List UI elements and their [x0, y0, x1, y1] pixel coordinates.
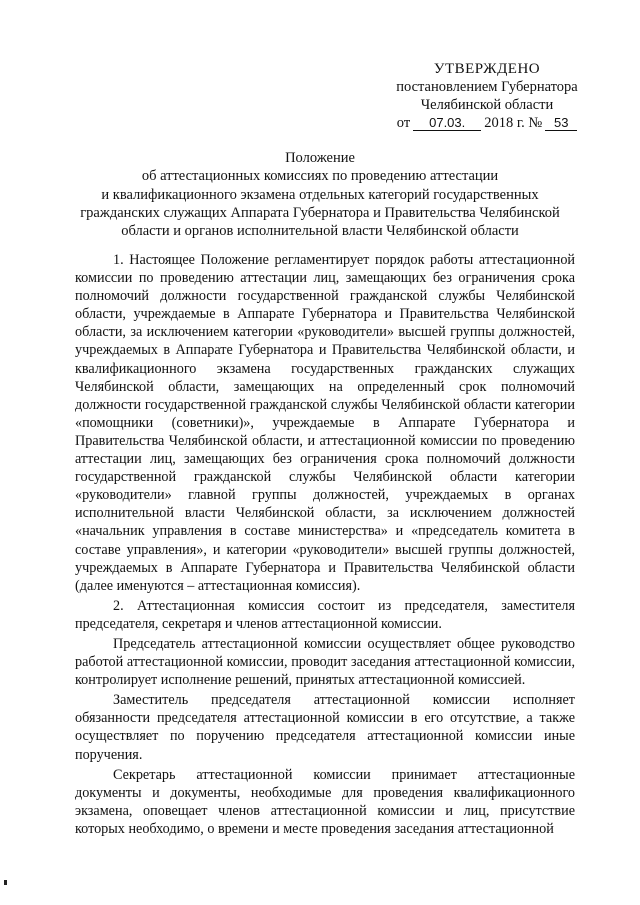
paragraph-deputy: Заместитель председателя аттестационной комиссии исполняет обязанности председателя аттестационной комиссии в его отсутствие, а также осуществляет по поручению председателя аттестационной комиссии иные поручения.	[75, 692, 575, 763]
document-heading	[70, 149, 570, 240]
paragraph-chairman: Председатель аттестационной комиссии осуществляет общее руководство работой аттестационной комиссии, проводит заседания аттестационной комиссии, контролирует исполнение решений, принятых аттестационной комиссией.	[75, 635, 575, 689]
approval-line-1: постановлением Губернатора	[396, 79, 578, 95]
approval-from-label: от	[396, 115, 411, 131]
approval-stamp	[372, 60, 602, 132]
heading-line: и квалификационного экзамена отдельных категорий государственных	[101, 186, 539, 203]
document-title: Положение	[285, 150, 355, 166]
approval-number-value: 53	[545, 115, 577, 131]
approval-date-value: 07.03.	[413, 115, 481, 131]
document-body	[75, 251, 575, 838]
approval-date-line	[372, 114, 602, 132]
approval-year-label: 2018 г. №	[484, 115, 543, 131]
paragraph-2: 2. Аттестационная комиссия состоит из председателя, заместителя председателя, секретаря и членов аттестационной комиссии.	[75, 597, 575, 632]
heading-line: гражданских служащих Аппарата Губернатора и Правительства Челябинской	[80, 204, 560, 221]
heading-line: об аттестационных комиссиях по проведению аттестации	[141, 168, 499, 185]
heading-line: области и органов исполнительной власти Челябинской области	[121, 223, 519, 240]
scan-mark	[4, 880, 7, 885]
paragraph-secretary: Секретарь аттестационной комиссии принимает аттестационные документы и документы, необходимые для проведения квалификационного экзамена, оповещает членов аттестационной комиссии и лиц, присутствие которых необходимо, о времени и месте проведения заседания аттестационной	[75, 766, 575, 837]
approval-line-2: Челябинской области	[420, 97, 554, 113]
paragraph-1: 1. Настоящее Положение регламентирует порядок работы аттестационной комиссии по проведению аттестации лиц, замещающих без ограничения срока полномочий должности государственной гражданской службы Челябинской области, учреждаемые в Аппарате Губернатора и Правительства Челябинской области, за исключением категории «руководители» высшей группы должностей, учреждаемых в Аппарате Губернатора и Правительства Челябинской области, и квалификационного экзамена государственных гражданских служащих Челябинской области, замещающих на определенный срок полномочий должности государственной гражданской службы Челябинской области категории «помощники (советники)», учреждаемые в Аппарате Губернатора и Правительства Челябинской области, и аттестационной комиссии по проведению аттестации лиц, замещающих без ограничения срока полномочий должности государственной гражданской службы Челябинской области категории «руководители» главной группы должностей, учреждаемых в органах исполнительной власти Челябинской области, за исключением должностей «начальник управления в составе министерства» и «председатель комитета в составе управления», и категории «руководители» высшей группы должностей, учреждаемых в Аппарате Губернатора и Правительства Челябинской области (далее именуются – аттестационная комиссия).	[75, 252, 575, 594]
approval-title: УТВЕРЖДЕНО	[433, 61, 541, 77]
